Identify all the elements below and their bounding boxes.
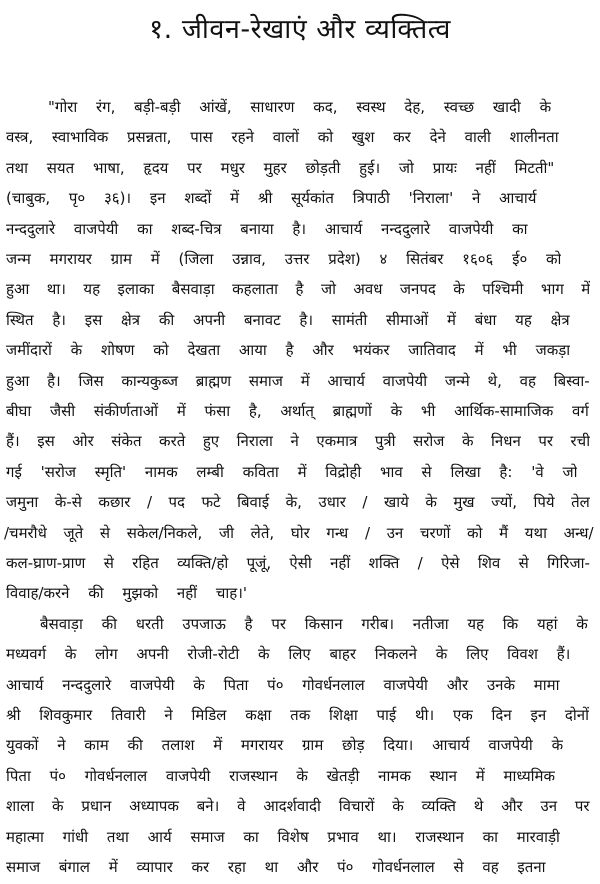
- text-line: हैं। इस ओर संकेत करते हुए निराला ने एकमात्र पुत्री सरोज के निधन पर रची: [6, 432, 591, 451]
- text-line: विवाह/करने की मुझको नहीं चाह।': [6, 584, 248, 603]
- text-line: /चमरौधे जूते से सकेल/निकले, जी लेते, घोर गन्ध / उन चरणों को मैं यथा अन्ध/: [4, 523, 594, 542]
- text-line: हुआ था। यह इलाका बैसवाड़ा कहलाता है जो अवध जनपद के पश्चिमी भाग में: [6, 280, 591, 299]
- text-line: मध्यवर्ग के लोग अपनी रोजी-रोटी के लिए बाहर निकलने के लिए विवश हैं।: [6, 645, 571, 664]
- text-line: शाला के प्रधान अध्यापक बने। वे आदर्शवादी विचारों के व्यक्ति थे और उन पर: [6, 797, 590, 816]
- text-line: बीघा जैसी संकीर्णताओं में फंसा है, अर्थात् ब्राह्मणों के भी आर्थिक-सामाजिक वर्ग: [6, 402, 589, 420]
- text-line: युवकों ने काम की तलाश में मगरायर ग्राम छोड़ दिया। आचार्य वाजपेयी के: [6, 736, 564, 755]
- text-line: जमींदारों के शोषण को देखता आया है और भयंकर जातिवाद में भी जकड़ा: [6, 341, 571, 360]
- text-line: आचार्य नन्ददुलारे वाजपेयी के पिता पं० गोवर्धनलाल वाजपेयी और उनके मामा: [6, 675, 560, 694]
- text-line: वस्त्र, स्वाभाविक प्रसन्नता, पास रहने वालों को खुश कर देने वाली शालीनता: [6, 128, 559, 147]
- text-line: (चाबुक, पृ० ३६)। इन शब्दों में श्री सूर्यकांत त्रिपाठी 'निराला' ने आचार्य: [6, 189, 537, 208]
- chapter-title: १. जीवन-रेखाएं और व्यक्तित्व: [149, 14, 451, 45]
- text-line: पिता पं० गोवर्धनलाल वाजपेयी राजस्थान के खेतड़ी नामक स्थान में माध्यमिक: [6, 766, 556, 785]
- text-line: स्थित है। इस क्षेत्र की अपनी बनावट है। सामंती सीमाओं में बंधा यह क्षेत्र: [6, 310, 570, 329]
- text-line: महात्मा गांधी तथा आर्य समाज का विशेष प्रभाव था। राजस्थान का मारवाड़ी: [6, 827, 560, 846]
- text-line: "गोरा रंग, बड़ी-बड़ी आंखें, साधारण कद, स्वस्थ देह, स्वच्छ खादी के: [48, 98, 552, 116]
- text-line: जन्म मगरायर ग्राम में (जिला उन्नाव, उत्तर प्रदेश) ४ सितंबर १६०६ ई० को: [6, 250, 562, 268]
- text-line: कल-घ्राण-प्राण से रहित व्यक्ति/हो पूजूं, ऐसी नहीं शक्ति / ऐसे शिव से गिरिजा-: [6, 554, 590, 572]
- text-line: नन्ददुलारे वाजपेयी का शब्द-चित्र बनाया है। आचार्य नन्ददुलारे वाजपेयी का: [6, 219, 528, 238]
- text-line: जमुना के-से कछार / पद फटे बिवाई के, उधार / खाये के मुख ज्यों, पिये तेल: [6, 493, 590, 512]
- text-line: समाज बंगाल में व्यापार कर रहा था और पं० गोवर्धनलाल से वह इतना: [6, 858, 546, 876]
- text-line: गई 'सरोज स्मृति' नामक लम्बी कविता में विद्रोही भाव से लिखा है: 'वे जो: [6, 462, 578, 481]
- text-line: तथा सयत भाषा, हृदय पर मधुर मुहर छोड़ती हुई। जो प्रायः नहीं मिटती": [6, 158, 555, 177]
- text-line: हुआ है। जिस कान्यकुब्ज ब्राह्मण समाज में आचार्य वाजपेयी जन्मे थे, वह बिस्वा-: [6, 371, 590, 390]
- text-line: बैसवाड़ा की धरती उपजाऊ है पर किसान गरीब। नतीजा यह कि यहां के: [40, 614, 588, 633]
- text-line: श्री शिवकुमार तिवारी ने मिडिल कक्षा तक शिक्षा पाई थी। एक दिन इन दोनों: [6, 706, 589, 724]
